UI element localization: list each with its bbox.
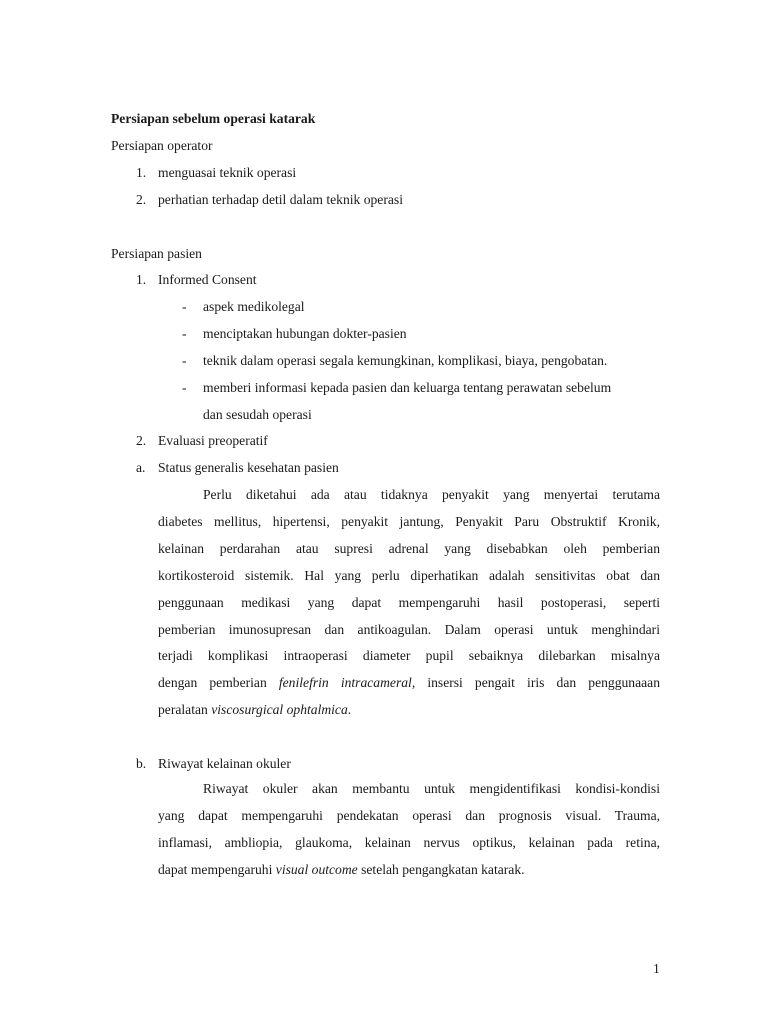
bullet-item: menciptakan hubungan dokter-pasien <box>203 326 407 341</box>
bullet-dash: - <box>182 380 187 395</box>
paragraph-line: inflamasi, ambliopia, glaukoma, kelainan nervus optikus, kelainan pada retina, <box>158 835 660 850</box>
list-item: Evaluasi preoperatif <box>158 433 268 448</box>
paragraph-line: penggunaan medikasi yang dapat mempengaruhi hasil postoperasi, seperti <box>158 595 660 610</box>
paragraph-line: kortikosteroid sistemik. Hal yang perlu diperhatikan adalah sensitivitas obat dan <box>158 568 660 583</box>
text-run: , insersi pengait iris dan penggunaaan <box>411 675 660 690</box>
text-run: dapat mempengaruhi <box>158 862 273 877</box>
list-number: 2. <box>136 192 147 207</box>
text-run: setelah pengangkatan katarak. <box>361 862 525 877</box>
list-item: menguasai teknik operasi <box>158 165 297 180</box>
paragraph-line: kelainan perdarahan atau supresi adrenal yang disebabkan oleh pemberian <box>158 541 660 556</box>
document-title: Persiapan sebelum operasi katarak <box>111 111 316 126</box>
paragraph-line <box>158 861 525 879</box>
section-heading-operator: Persiapan operator <box>111 138 213 153</box>
paragraph-line: Perlu diketahui ada atau tidaknya penyakit yang menyertai terutama <box>203 487 660 502</box>
italic-term: viscosurgical ophtalmica <box>211 702 348 717</box>
bullet-item: memberi informasi kepada pasien dan keluarga tentang perawatan sebelum <box>203 380 612 395</box>
bullet-item-continuation: dan sesudah operasi <box>203 407 312 422</box>
bullet-dash: - <box>182 299 187 314</box>
text-run: . <box>347 702 352 717</box>
paragraph-line: diabetes mellitus, hipertensi, penyakit jantung, Penyakit Paru Obstruktif Kronik, <box>158 514 660 529</box>
list-item: perhatian terhadap detil dalam teknik operasi <box>158 192 403 207</box>
sub-heading: Riwayat kelainan okuler <box>158 756 291 771</box>
section-heading-pasien: Persiapan pasien <box>111 246 202 261</box>
list-number: 1. <box>136 272 147 287</box>
page-number: 1 <box>653 961 660 976</box>
paragraph-line <box>158 701 351 719</box>
list-number: 1. <box>136 165 147 180</box>
bullet-item: teknik dalam operasi segala kemungkinan, komplikasi, biaya, pengobatan. <box>203 353 608 368</box>
text-run: dengan pemberian <box>158 675 267 690</box>
italic-term: visual outcome <box>275 862 358 877</box>
text-run: peralatan <box>158 702 208 717</box>
sub-label: a. <box>136 460 146 475</box>
paragraph-line: pemberian imunosupresan dan antikoagulan. Dalam operasi untuk menghindari <box>158 622 660 637</box>
list-number: 2. <box>136 433 147 448</box>
bullet-dash: - <box>182 353 187 368</box>
paragraph-line <box>158 674 660 692</box>
bullet-dash: - <box>182 326 187 341</box>
italic-term: fenilefrin intracameral <box>278 675 412 690</box>
bullet-item: aspek medikolegal <box>203 299 305 314</box>
sub-label: b. <box>136 756 147 771</box>
paragraph-line: Riwayat okuler akan membantu untuk mengidentifikasi kondisi-kondisi <box>203 781 660 796</box>
list-item: Informed Consent <box>158 272 257 287</box>
paragraph-line: terjadi komplikasi intraoperasi diameter pupil sebaiknya dilebarkan misalnya <box>158 648 660 663</box>
sub-heading: Status generalis kesehatan pasien <box>158 460 339 475</box>
paragraph-line: yang dapat mempengaruhi pendekatan operasi dan prognosis visual. Trauma, <box>158 808 660 823</box>
